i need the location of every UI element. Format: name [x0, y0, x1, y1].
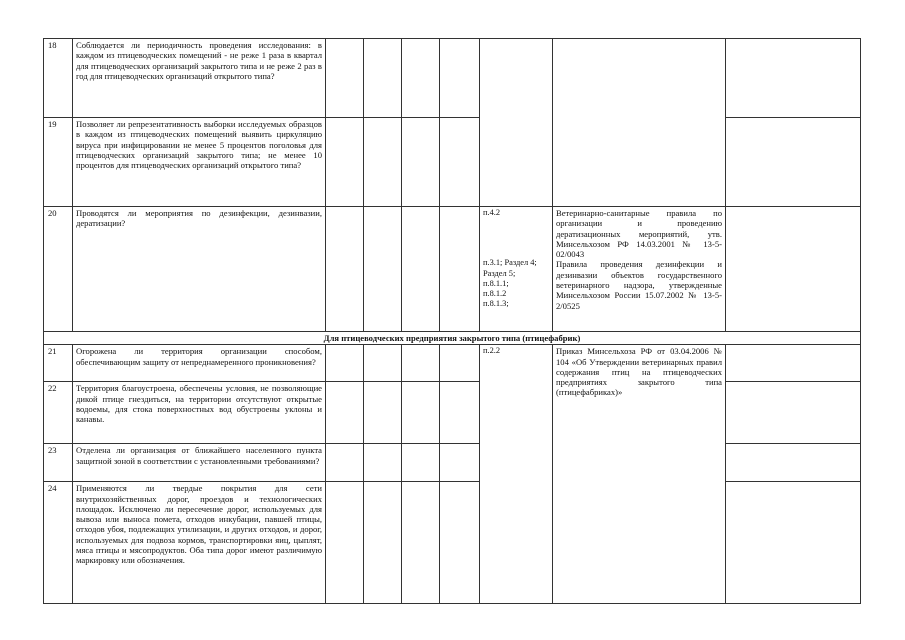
answer-cell	[364, 207, 402, 332]
question-text: Применяются ли твердые покрытия для сети внутрихозяйственных дорог, проездов и технологических площадок. Исключено ли пересечение дорог, используемых для вывоза или выноса помета, отходов инкубации, павшей птицы, отходов убоя, подлежащих утилизации, и других отходов, и дорог, используемых для подвоза кормов, транспортировки яиц, цыплят, мяса птицы и мясопродуктов. Оба типа дорог имеют различимую маркировку или обозначения.	[73, 482, 326, 604]
reference-cell: п.2.2	[480, 345, 553, 604]
answer-cell	[440, 382, 480, 444]
answer-cell	[364, 39, 402, 118]
note-cell	[726, 444, 861, 482]
answer-cell	[326, 39, 364, 118]
note-cell	[726, 207, 861, 332]
answer-cell	[440, 482, 480, 604]
table-row	[44, 382, 861, 444]
document-cell-empty	[553, 39, 726, 207]
answer-cell	[402, 39, 440, 118]
answer-cell	[402, 207, 440, 332]
row-number: 23	[44, 444, 73, 482]
row-number: 21	[44, 345, 73, 382]
reference-item: п.8.1.3;	[483, 299, 509, 309]
section-title: Для птицеводческих предприятия закрытого типа (птицефабрик)	[44, 332, 861, 345]
reference-item: п.8.1.2	[483, 289, 507, 299]
reference-cell-empty	[480, 39, 553, 207]
question-text: Огорожена ли территория организации способом, обеспечивающим защиту от непреднамеренного проникновения?	[73, 345, 326, 382]
note-cell	[726, 118, 861, 207]
answer-cell	[440, 444, 480, 482]
answer-cell	[402, 118, 440, 207]
question-text: Отделена ли организация от ближайшего населенного пункта защитной зоной в соответствии с установленными требованиями?	[73, 444, 326, 482]
answer-cell	[440, 118, 480, 207]
answer-cell	[440, 345, 480, 382]
answer-cell	[364, 345, 402, 382]
answer-cell	[440, 39, 480, 118]
answer-cell	[440, 207, 480, 332]
row-number: 18	[44, 39, 73, 118]
document-cell: Приказ Минсельхоза РФ от 03.04.2006 № 104 «Об Утверждении ветеринарных правил содержания птиц на птицеводческих предприятиях закрытого типа (птицефабриках)»	[553, 345, 726, 604]
table-row	[44, 39, 861, 118]
checklist-table	[43, 38, 861, 604]
answer-cell	[326, 345, 364, 382]
reference-item: п.4.2	[483, 208, 501, 217]
question-text: Позволяет ли репрезентативность выборки исследуемых образцов в каждом из птицеводческих помещений выявить циркуляцию вируса при инфицировании не менее 5 процентов поголовья для птицеводческих организаций закрытого типа; не менее 10 процентов для птицеводческих организаций открытого типа?	[73, 118, 326, 207]
row-number: 19	[44, 118, 73, 207]
table-row	[44, 118, 861, 207]
note-cell	[726, 39, 861, 118]
table-row	[44, 444, 861, 482]
answer-cell	[364, 118, 402, 207]
row-number: 24	[44, 482, 73, 604]
row-number: 22	[44, 382, 73, 444]
answer-cell	[364, 444, 402, 482]
answer-cell	[326, 482, 364, 604]
reference-item: п.3.1; Раздел 4; Раздел 5;	[483, 258, 537, 278]
answer-cell	[364, 382, 402, 444]
answer-cell	[364, 482, 402, 604]
table-row	[44, 207, 861, 332]
answer-cell	[402, 382, 440, 444]
table-row	[44, 345, 861, 382]
document-cell	[553, 207, 726, 332]
document-text: Правила проведения дезинфекции и дезинвазии объектов государственного ветеринарного надзора, утвержденные Минсельхозом России 15.07.2002 № 13-5-2/0525	[556, 259, 722, 311]
note-cell	[726, 482, 861, 604]
answer-cell	[326, 382, 364, 444]
answer-cell	[402, 444, 440, 482]
document-text: Ветеринарно-санитарные правила по организации и проведению дератизационных мероприятий, утв. Минсельхозом РФ 14.03.2001 № 13-5-02/0043	[556, 208, 722, 260]
section-row	[44, 332, 861, 345]
reference-item: п.8.1.1;	[483, 278, 509, 288]
note-cell	[726, 345, 861, 382]
question-text: Проводятся ли мероприятия по дезинфекции, дезинвазии, дератизации?	[73, 207, 326, 332]
answer-cell	[326, 207, 364, 332]
answer-cell	[402, 345, 440, 382]
answer-cell	[326, 444, 364, 482]
question-text: Территория благоустроена, обеспечены условия, не позволяющие дикой птице гнездиться, на территории отсутствуют открытые водоемы, для стока поверхностных вод обустроены уклоны и канавы.	[73, 382, 326, 444]
answer-cell	[402, 482, 440, 604]
row-number: 20	[44, 207, 73, 332]
answer-cell	[326, 118, 364, 207]
question-text: Соблюдается ли периодичность проведения исследования: в каждом из птицеводческих помещений - не реже 1 раза в квартал для птицеводческих организаций закрытого типа и не реже 2 раз в год для птицеводческих организаций открытого типа?	[73, 39, 326, 118]
table-row	[44, 482, 861, 604]
note-cell	[726, 382, 861, 444]
reference-cell	[480, 207, 553, 332]
